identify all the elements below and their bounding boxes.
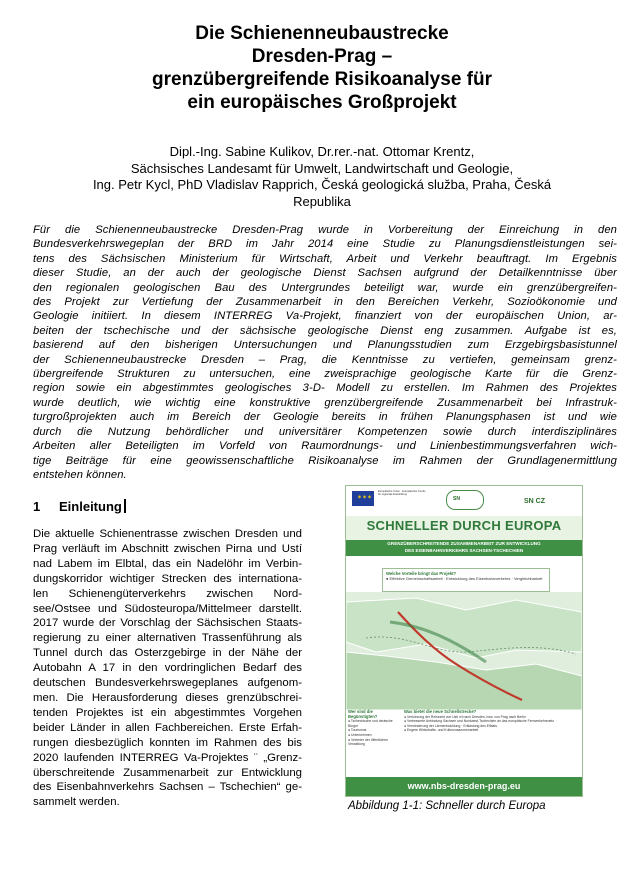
figure-poster <box>345 485 583 797</box>
abstract-line: Geologie initiiert. In diesem INTERREG Va-Projekt, finanziert von der europäischen Union, ar- <box>33 310 617 323</box>
programme-logo <box>524 490 574 510</box>
intro-paragraph <box>33 527 302 810</box>
abstract-line: dieser Studie, an der auch der geologische Dienst Sachsen aufgrund der Detailkenntnisse über <box>33 267 617 280</box>
abstract-line: tige Beiträge für eine geowissenschaftliche Risikoanalyse im Rahmen der Grundlagenermittlung <box>33 454 617 467</box>
abstract-line: entstehen können. <box>33 468 127 481</box>
title-line: Die Schienenneubaustrecke <box>195 23 449 44</box>
author-line: Sächsisches Landesamt für Umwelt, Landwirtschaft und Geologie, <box>130 160 514 176</box>
abstract-line: wurde deutlich, wie wichtig eine konstruktive grenzübergreifende Zusammenarbeit bei Infrastruk- <box>33 396 617 409</box>
author-line: Republika <box>293 193 351 209</box>
intro-line: überschreitende Zusammenarbeit zur Entwicklung <box>33 766 302 779</box>
poster-logo-bar <box>346 486 582 514</box>
poster-benefits-title: Welche Vorteile bringt das Projekt? <box>386 571 457 576</box>
poster-subline <box>346 540 582 556</box>
intro-line: men. Die Herausforderung dieses grenzübschrei- <box>33 691 302 704</box>
poster-left-panel: Wer sind die Begünstigten? ● Tschechische und deutsche Bürger ● Tourismus ● Unternehmen ● Vertreter der öffentlichen Verwaltung <box>348 710 398 776</box>
title-line: grenzübergreifende Risikoanalyse für <box>152 69 492 90</box>
intro-line: len Schienengüterverkehrs zwischen Nord- <box>33 587 302 600</box>
poster-map <box>346 592 582 710</box>
abstract-line: übergreifende Strukturen zu untersuchen, eine zweisprachige geologische Karte für die Grenz- <box>33 368 617 381</box>
project-logo-text: SN <box>453 496 460 502</box>
text-cursor <box>124 499 126 513</box>
abstract-line: turgroßprojekten auch im Bereich der Geologie bereits in frühen Planungsphasen ist und wie <box>33 411 617 424</box>
intro-line: Prag verläuft im Abschnitt zwischen Pirna und Ustí <box>33 542 302 555</box>
section-number: 1 <box>33 499 41 514</box>
intro-line: see/Ostsee und Südosteuropa/Mittelmeer darstellt. <box>33 602 302 615</box>
intro-line: Die aktuelle Schienentrasse zwischen Dresden und <box>33 528 302 540</box>
intro-line: rungen diesbezüglich konnten im Rahmen des bis <box>33 736 302 749</box>
title-line: ein europäisches Großprojekt <box>187 92 457 113</box>
abstract-line: Arbeiten aller Beteiligten im Vorfeld von Raumordnungs- und Linienbestimmungsverfahren wich- <box>33 440 617 453</box>
intro-line: Tunnel durch das Osterzgebirge in der Nähe der <box>33 647 302 660</box>
poster-url: www.nbs-dresden-prag.eu <box>346 777 582 796</box>
intro-line: beider Länder in allen Fachbereichen. Erste Erfah- <box>33 721 302 734</box>
programme-logo-text: SN CZ <box>524 498 545 505</box>
abstract-line: basierend auf den bisherigen Untersuchungen und Planungsstudien zum Erzgebirgsbasistunnel <box>33 339 617 352</box>
abstract-line: der Schienenneubaustrecke Dresden – Prag, die Kenntnisse zu vertiefen, gemeinsam grenz- <box>33 353 617 366</box>
author-line: Ing. Petr Kycl, PhD Vladislav Rapprich, Česká geologická služba, Praha, Česká <box>92 177 552 192</box>
poster-subline-1: GRENZÜBERSCHREITENDE ZUSAMMENARBEIT ZUR ENTWICKLUNG <box>387 541 541 546</box>
abstract-line: durch die Nutzung behördlicher und universitärer Kompetenzen sowie durch interdisziplinäres <box>33 425 617 438</box>
project-logo <box>446 490 484 510</box>
section-title: Einleitung <box>59 499 122 514</box>
paper-title <box>40 22 604 114</box>
intro-line: Autobahn A 17 in den vordringlichen Bedarf des <box>33 662 302 675</box>
section-heading <box>33 499 126 514</box>
intro-line: regierung zu einer alternativen Trassenführung als <box>33 632 302 645</box>
poster-benefits-box: Welche Vorteile bringt das Projekt? ● Effektive Gemeinschaftsarbeit · Entwicklung des Eisenbahnverkehrs · Vergleichbarkeit <box>382 568 550 592</box>
poster-subline-2: DES EISENBAHNVERKEHRS SACHSEN-TSCHECHIEN <box>404 548 524 553</box>
abstract <box>33 223 617 482</box>
eu-flag-icon: ✶✶✶ <box>352 491 374 506</box>
intro-line: 2020 laufenden INTERREG Va-Projektes ¨ „Grenz- <box>33 751 302 764</box>
title-line: Dresden-Prag – <box>251 46 393 67</box>
intro-line: deutschen Bundesverkehrswegeplanes aufgenom- <box>33 677 302 690</box>
figure-caption: Abbildung 1-1: Schneller durch Europa <box>348 800 546 812</box>
author-line: Dipl.-Ing. Sabine Kulikov, Dr.rer.-nat. Ottomar Krentz, <box>169 144 475 159</box>
intro-line: des Eisenbahnverkehrs Sachsen – Tschechien“ ge- <box>33 781 302 794</box>
poster-right-panel: Was bietet die neue Schnellstrecke? ● Verkürzung der Reisezeit von Usti n/l nach Dresden, bzw. von Prag nach Berlin ● Verbesserte Anbindung Sachsen und Nordwest-Tschechien an das europäische Fernverkehrsnetz ● Verminderung der Lärmentwicklung · Entlastung des Elbtals ● Engere Wirtschafts- und Kulturzusammenarbeit <box>404 710 578 778</box>
intro-line: tenden Projektes ist ein abgestimmtes Vorgehen <box>33 706 302 719</box>
abstract-line: Bundesverkehrswegeplan der BRD im Jahr 2014 eine Studie zu Planungsdienstleistungen sei- <box>33 238 617 251</box>
abstract-line: tens des Sächsischen Ministerium für Wirtschaft, Arbeit und Verkehr beauftragt. Im Ergebnis <box>33 252 617 265</box>
poster-eu-text: Europäische Union · Europäischer Fonds für regionale Entwicklung <box>378 490 426 496</box>
poster-left-title: Wer sind die Begünstigten? <box>348 709 378 719</box>
abstract-line: Für die Schienenneubaustrecke Dresden-Prag wurde in Vorbereitung der Einreichung in den <box>33 224 617 236</box>
intro-line: nad Labem im Elbtal, das ein Nadelöhr im Verbin- <box>33 557 302 570</box>
author-block <box>30 144 614 210</box>
abstract-line: des Projekt zur Vertiefung der Zusammenarbeit in den Bereichen Verkehr, Sozioökonomie und <box>33 296 617 309</box>
abstract-line: beiten der tschechische und der sächsische geologische Dienst eng zusammen. Aufgabe ist es, <box>33 324 617 337</box>
abstract-line: den regionalen geologischen Bau des Untergrundes beteiligt war, wurde ein grenzübergreifen- <box>33 281 617 294</box>
intro-line: dungskorridor wichtiger Strecken des internationa- <box>33 572 302 585</box>
intro-line: 2017 wurde der Vorschlag der Sächsischen Staats- <box>33 617 302 630</box>
poster-right-title: Was bietet die neue Schnellstrecke? <box>404 709 477 714</box>
poster-headline: SCHNELLER DURCH EUROPA <box>366 518 562 533</box>
abstract-line: region sowie ein abgestimmtes geologisches 3-D- Modell zu erstellen. Im Rahmen des Projektes <box>33 382 617 395</box>
intro-line: sammelt werden. <box>33 796 120 809</box>
